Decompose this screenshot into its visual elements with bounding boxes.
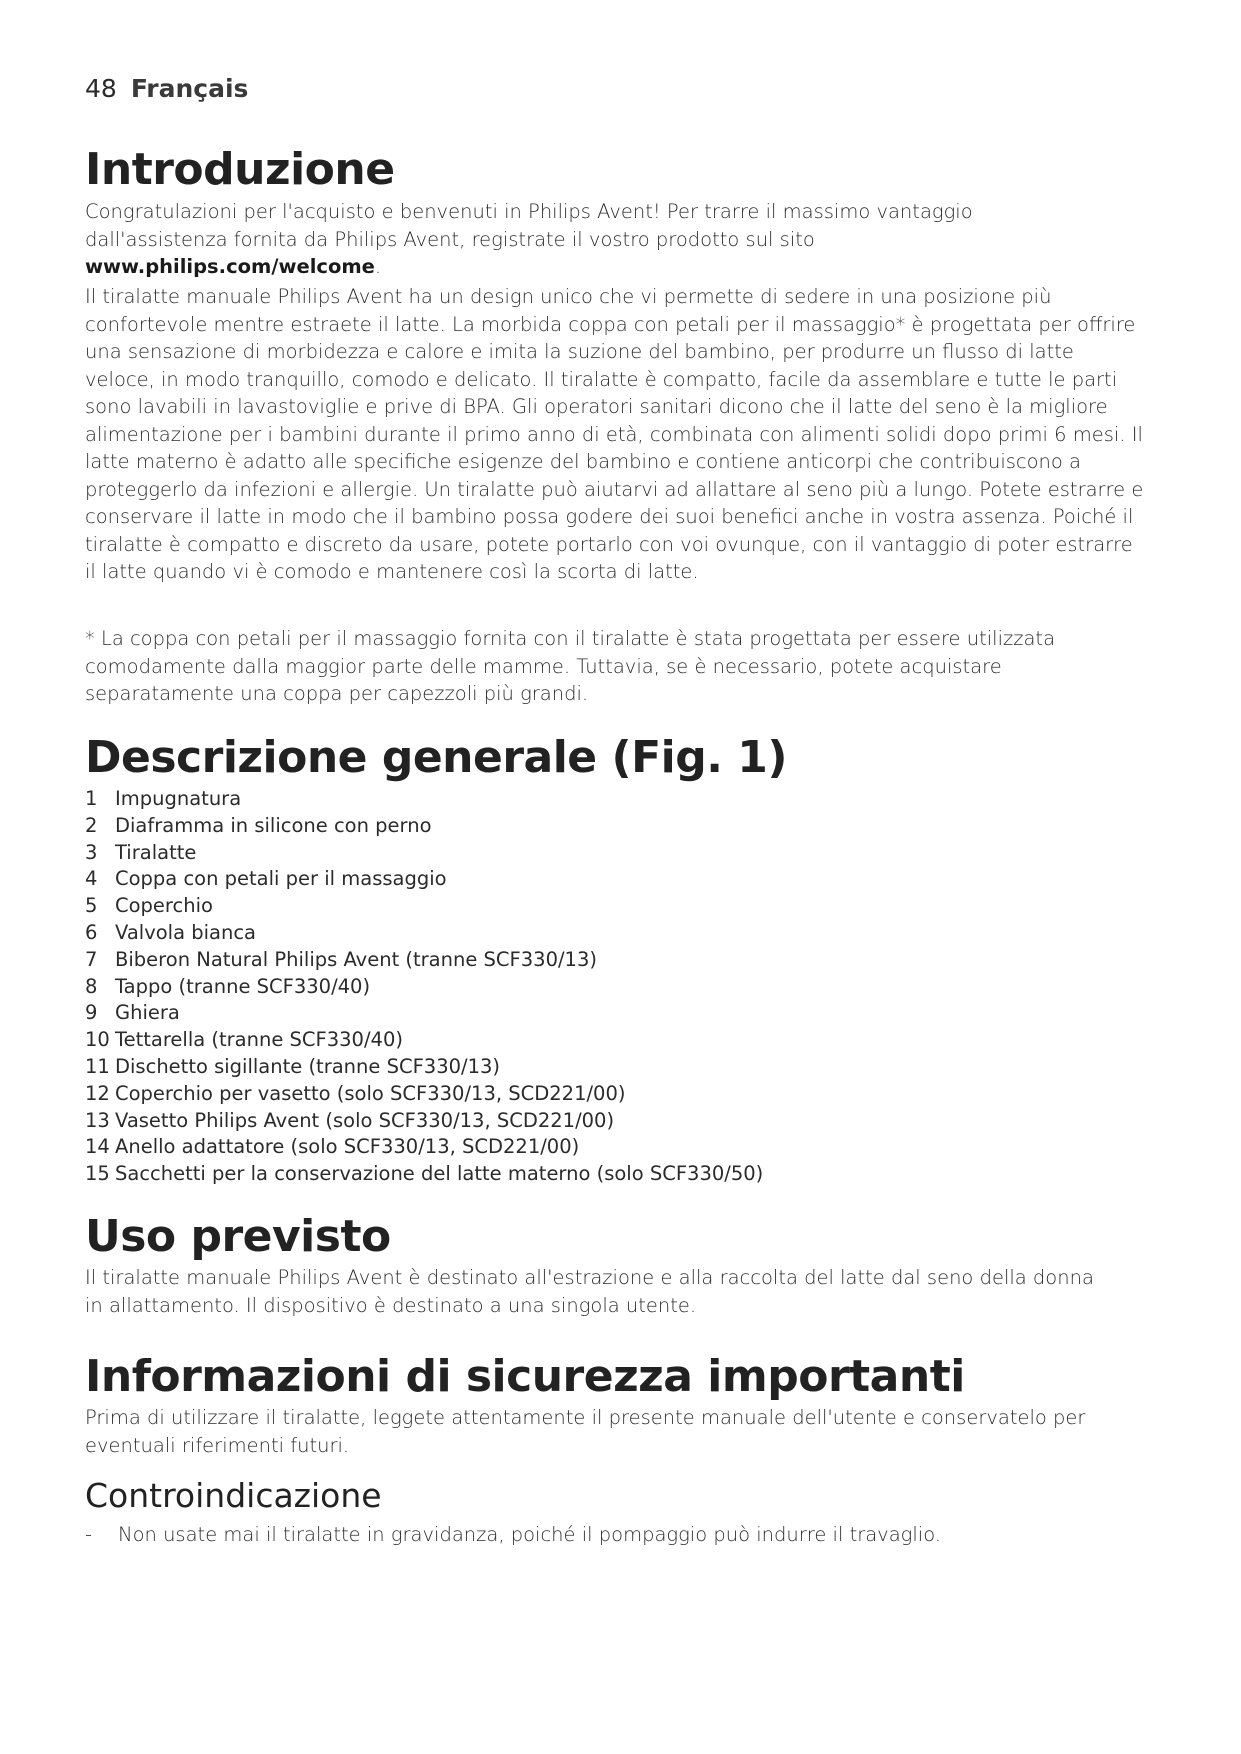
- parts-list-number: 15: [85, 1162, 110, 1186]
- parts-list-number: 10: [85, 1028, 110, 1052]
- intro-footnote: * La coppa con petali per il massaggio fornita con il tiralatte è stata progettata per essere utilizzata comodamente dalla maggior parte delle mamme. Tuttavia, se è necessario, potete acquistare separatamente una coppa per capezzoli più grandi.: [85, 627, 1056, 705]
- parts-list-item: [85, 1134, 763, 1161]
- parts-list-label: Anello adattatore (solo SCF330/13, SCD221/00): [115, 1135, 580, 1159]
- parts-list-number: 8: [85, 974, 98, 998]
- parts-list-item: [85, 1054, 763, 1081]
- parts-list-label: Dischetto sigillante (tranne SCF330/13): [115, 1054, 501, 1078]
- parts-list-label: Tettarella (tranne SCF330/40): [115, 1028, 403, 1052]
- parts-list-number: 7: [85, 947, 98, 971]
- bullet-dash: -: [85, 1523, 93, 1546]
- parts-list-item: [85, 947, 763, 974]
- parts-list-label: Coperchio: [115, 894, 213, 918]
- parts-list-label: Diaframma in silicone con perno: [115, 813, 432, 837]
- parts-list-label: Valvola bianca: [115, 920, 257, 944]
- parts-list: [85, 786, 763, 1188]
- intro-p1-end: .: [374, 255, 382, 278]
- parts-list-item: [85, 1027, 763, 1054]
- contraindication-item: [85, 1521, 1145, 1549]
- parts-list-number: 12: [85, 1081, 110, 1105]
- contraindication-title: Controindicazione: [85, 1476, 382, 1515]
- parts-list-number: 6: [85, 920, 98, 944]
- parts-list-label: Tappo (tranne SCF330/40): [115, 974, 371, 998]
- parts-list-number: 2: [85, 813, 98, 837]
- parts-list-label: Coperchio per vasetto (solo SCF330/13, SCD221/00): [115, 1081, 626, 1105]
- parts-list-number: 5: [85, 894, 98, 918]
- parts-list-label: Impugnatura: [115, 787, 242, 810]
- parts-list-item: [85, 920, 763, 947]
- contraindication-text: Non usate mai il tiralatte in gravidanza, poiché il pompaggio può indurre il travaglio.: [118, 1523, 941, 1546]
- parts-list-number: 13: [85, 1108, 110, 1132]
- intro-p1-text: Congratulazioni per l'acquisto e benvenuti in Philips Avent! Per trarre il massimo vantaggio dall'assistenza fornita da Philips Avent, registrate il vostro prodotto sul sito: [85, 200, 973, 251]
- register-link[interactable]: www.philips.com/welcome: [85, 255, 375, 278]
- page-number: 48: [85, 74, 117, 103]
- parts-list-label: Sacchetti per la conservazione del latte materno (solo SCF330/50): [115, 1162, 764, 1186]
- parts-list-label: Ghiera: [115, 1001, 180, 1025]
- parts-list-item: [85, 786, 763, 813]
- parts-list-item: [85, 1161, 763, 1188]
- parts-list-number: 3: [85, 840, 98, 864]
- parts-list-label: Biberon Natural Philips Avent (tranne SCF330/13): [115, 947, 597, 971]
- parts-list-number: 4: [85, 867, 98, 891]
- intro-paragraph-1: [85, 198, 1105, 281]
- parts-list-item: [85, 1081, 763, 1108]
- intended-use-title: Uso previsto: [85, 1211, 391, 1262]
- parts-list-item: [85, 866, 763, 893]
- page-language: Français: [130, 74, 249, 103]
- parts-list-number: 9: [85, 1001, 98, 1025]
- parts-list-item: [85, 974, 763, 1001]
- parts-list-label: Coppa con petali per il massaggio: [115, 867, 447, 891]
- parts-list-number: 14: [85, 1135, 110, 1159]
- parts-list-number: 11: [85, 1054, 110, 1078]
- intended-use-text: Il tiralatte manuale Philips Avent è destinato all'estrazione e alla raccolta del latte dal seno della donna in allattamento. Il dispositivo è destinato a una singola utente.: [85, 1266, 1094, 1317]
- safety-title: Informazioni di sicurezza importanti: [85, 1351, 965, 1402]
- overview-title: Descrizione generale (Fig. 1): [85, 732, 787, 783]
- parts-list-item: [85, 840, 763, 867]
- parts-list-item: [85, 1108, 763, 1135]
- parts-list-label: Tiralatte: [115, 840, 197, 864]
- page-header: [85, 74, 248, 103]
- intro-title: Introduzione: [85, 144, 395, 195]
- parts-list-label: Vasetto Philips Avent (solo SCF330/13, SCD221/00): [115, 1108, 615, 1132]
- parts-list-item: [85, 1000, 763, 1027]
- intro-paragraph-2: Il tiralatte manuale Philips Avent ha un design unico che vi permette di sedere in una posizione più confortevole mentre estraete il latte. La morbida coppa con petali per il massaggio* è progettata per offrire una sensazione di morbidezza e calore e imita la suzione del bambino, per produrre un flusso di latte veloce, in modo tranquillo, comodo e delicato. Il tiralatte è compatto, facile da assemblare e tutte le parti sono lavabili in lavastoviglie e prive di BPA. Gli operatori sanitari dicono che il latte del seno è la migliore alimentazione per i bambini durante il primo anno di età, combinata con alimenti solidi dopo primi 6 mesi. Il latte materno è adatto alle specifiche esigenze del bambino e contiene anticorpi che contribuiscono a proteggerlo da infezioni e allergie. Un tiralatte può aiutarvi ad allattare al seno più a lungo. Potete estrarre e conservare il latte in modo che il bambino possa godere dei suoi benefici anche in vostra assenza. Poiché il tiralatte è compatto e discreto da usare, potete portarlo con voi ovunque, con il vantaggio di poter estrarre il latte quando vi è comodo e mantenere così la scorta di latte.: [85, 285, 1144, 583]
- parts-list-item: [85, 893, 763, 920]
- safety-text: Prima di utilizzare il tiralatte, leggete attentamente il presente manuale dell'utente e conservatelo per eventuali riferimenti futuri.: [85, 1406, 1086, 1457]
- parts-list-number: 1: [85, 787, 98, 810]
- parts-list-item: [85, 813, 763, 840]
